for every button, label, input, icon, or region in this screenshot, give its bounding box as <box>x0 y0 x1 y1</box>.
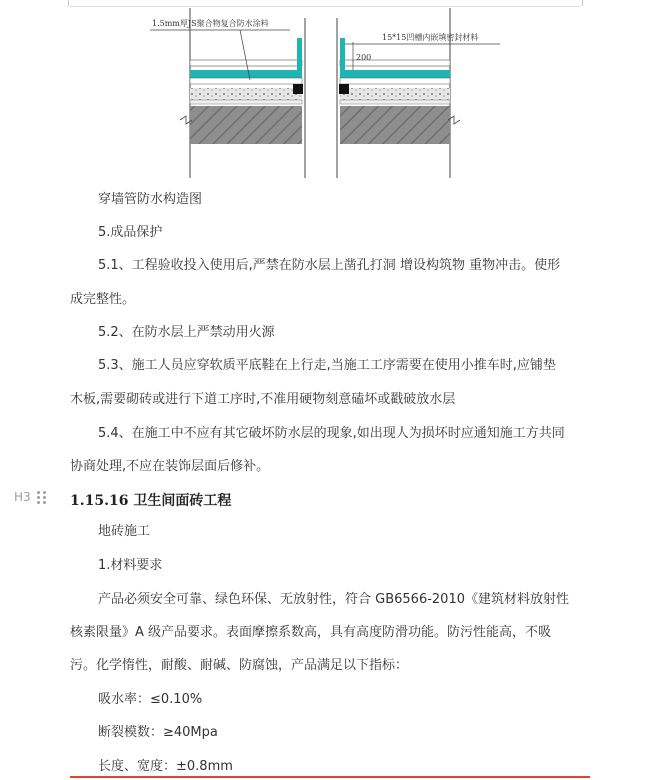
para-5-4-line1: 5.4、在施工中不应有其它破坏防水层的现象,如出现人为损坏时应通知施工方共同 <box>98 426 565 441</box>
para-5-1-line1: 5.1、工程验收投入使用后,严禁在防水层上凿孔打洞 增设构筑物 重物冲击。使形 <box>98 258 561 273</box>
section-5-title: 5.成品保护 <box>98 225 163 240</box>
requirements-line3: 污。化学惰性，耐酸、耐碱、防腐蚀，产品满足以下指标： <box>70 658 409 673</box>
materials-title: 1.材料要求 <box>98 558 163 573</box>
requirements-line1: 产品必须安全可靠、绿色环保、无放射性，符合 GB6566-2010《建筑材料放射性 <box>98 592 569 607</box>
spec-dimensions: 长度、宽度：±0.8mm <box>98 759 233 774</box>
bottom-accent-rule <box>70 776 590 778</box>
figure-caption: 穿墙管防水构造图 <box>98 192 203 207</box>
right-membrane-upturn <box>340 38 345 78</box>
para-5-3-line1: 5.3、施工人员应穿软质平底鞋在上行走,当施工工序需要在使用小推车时,应铺垫 <box>98 358 556 373</box>
spec-modulus: 断裂模数：≥40Mpa <box>98 725 218 740</box>
dimension-200: 200 <box>356 53 372 62</box>
left-membrane <box>190 70 302 78</box>
para-5-4-line2: 协商处理,不应在装饰层面后修补。 <box>70 459 270 474</box>
para-5-2: 5.2、在防水层上严禁动用火源 <box>98 325 275 340</box>
label-right: 15*15凹槽内嵌填密封材料 <box>382 33 479 42</box>
requirements-line2: 核素限量》A 级产品要求。表面摩擦系数高，具有高度防滑功能。防污性能高，不吸 <box>70 625 552 640</box>
heading-level-handle[interactable] <box>14 490 47 504</box>
para-5-3-line2: 木板,需要砌砖或进行下道工序时,不准用硬物刻意磕坏或戳破放水层 <box>70 392 456 407</box>
label-left: 1.5mm厚JS聚合物复合防水涂料 <box>152 19 269 28</box>
section-heading: 1.15.16 卫生间面砖工程 <box>70 493 232 509</box>
right-membrane <box>340 70 450 78</box>
drag-grip-icon[interactable] <box>37 491 47 504</box>
page-top-edge <box>70 6 580 7</box>
subheading-floor-tiles: 地砖施工 <box>98 524 151 539</box>
crop-mark-right <box>582 0 593 6</box>
pipe-waterproof-detail-drawing <box>150 8 510 180</box>
left-membrane-upturn <box>297 38 302 78</box>
crop-mark-left <box>58 0 69 6</box>
spec-water-absorption: 吸水率：≤0.10% <box>98 692 203 707</box>
para-5-1-line2: 成完整性。 <box>70 292 136 307</box>
heading-level-label: H3 <box>14 490 31 504</box>
